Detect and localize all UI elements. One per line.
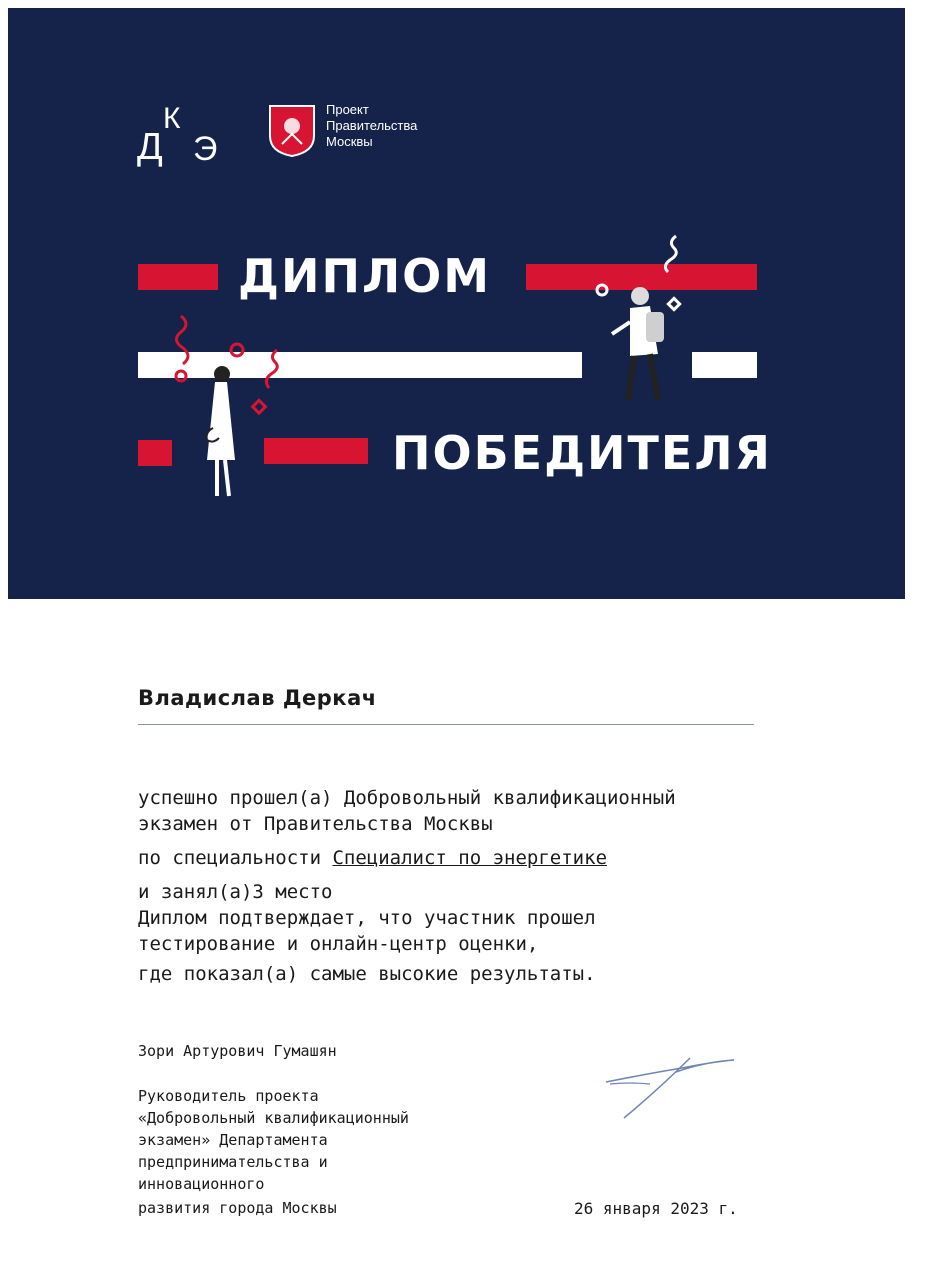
body-line-1: успешно прошел(а) Добровольный квалификационный xyxy=(138,787,676,809)
signer-role-1: Руководитель проекта xyxy=(138,1087,319,1105)
moscow-crest-icon xyxy=(268,104,316,158)
white-bar xyxy=(692,352,757,378)
signer-role-3: экзамен» Департамента xyxy=(138,1131,328,1149)
signer-name: Зори Артурович Гумашян xyxy=(138,1042,337,1060)
body-line-6: тестирование и онлайн-центр оценки, xyxy=(138,933,539,955)
signature-icon xyxy=(600,1048,740,1128)
place-line: и занял(а)3 место xyxy=(138,881,333,903)
red-bar xyxy=(138,264,218,290)
signer-role-4: предпринимательства и xyxy=(138,1153,328,1171)
recipient-name: Владислав Деркач xyxy=(138,686,377,710)
specialty-name: Специалист по энергетике xyxy=(332,847,608,869)
body-line-2: экзамен от Правительства Москвы xyxy=(138,813,493,835)
signer-role-5: инновационного xyxy=(138,1175,265,1193)
signer-role-6: развития города Москвы xyxy=(138,1199,337,1217)
diploma-title: ДИПЛОМ xyxy=(238,249,492,303)
body-line-7: где показал(а) самые высокие результаты. xyxy=(138,963,596,985)
woman-illustration-icon xyxy=(165,310,295,505)
project-caption: Проект Правительства Москвы xyxy=(326,102,418,149)
name-underline xyxy=(138,724,754,725)
dke-logo: Д К Э xyxy=(137,102,218,168)
signer-role-2: «Добровольный квалификационный xyxy=(138,1109,409,1127)
specialty-line xyxy=(138,846,607,870)
diploma-banner xyxy=(8,8,905,599)
body-line-5: Диплом подтверждает, что участник прошел xyxy=(138,907,596,929)
man-illustration-icon xyxy=(590,230,700,410)
specialty-prefix: по специальности xyxy=(138,847,333,869)
issue-date: 26 января 2023 г. xyxy=(574,1199,738,1218)
diploma-subtitle: ПОБЕДИТЕЛЯ xyxy=(392,426,772,480)
